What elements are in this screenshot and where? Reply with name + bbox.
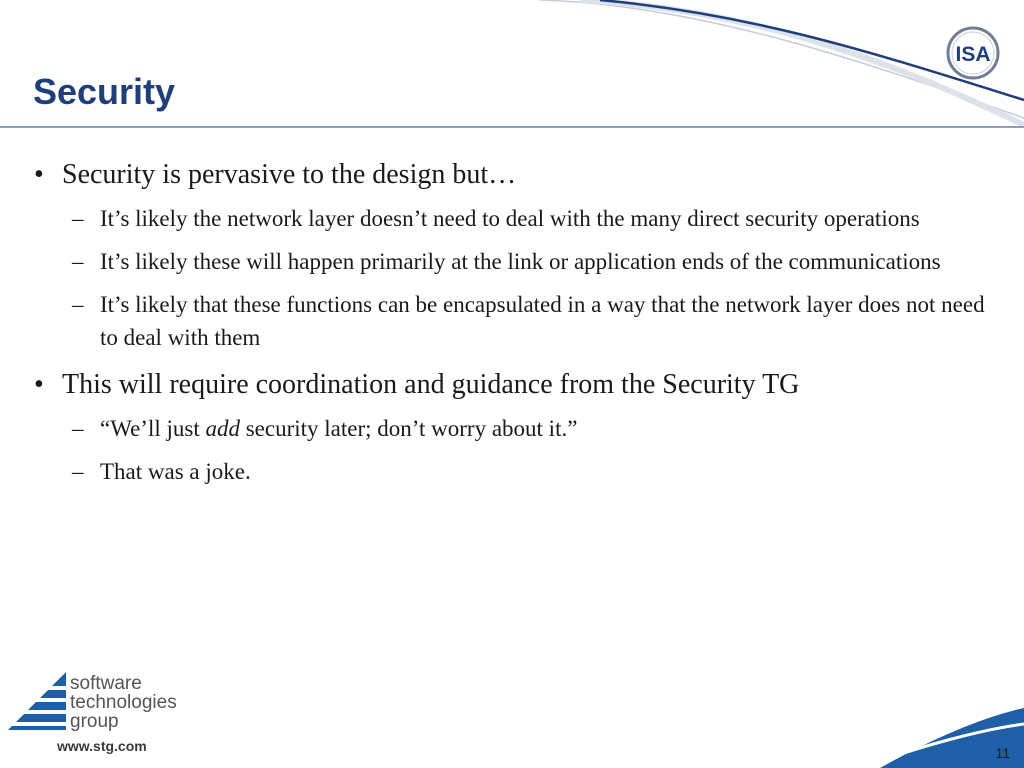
dash-mark: – (72, 249, 84, 274)
sub-bullet-item (30, 455, 1005, 488)
bullet-mark: • (34, 159, 44, 190)
sub-bullet-item (30, 245, 1005, 278)
slide-body (30, 150, 1005, 502)
sub-bullet-text: It’s likely the network layer doesn’t need to deal with the many direct security operations (100, 206, 920, 231)
dash-mark: – (72, 459, 84, 484)
sub-bullet-text: That was a joke. (100, 459, 251, 484)
quote-emphasis: add (205, 416, 240, 441)
stg-logo-line3: group (70, 711, 119, 732)
isa-logo-text: ISA (955, 43, 991, 66)
sub-bullet-item (30, 288, 1005, 354)
dash-mark: – (72, 292, 84, 317)
quote-text (100, 412, 577, 445)
sub-bullet-item (30, 202, 1005, 235)
sub-bullet-text: It’s likely these will happen primarily at the link or application ends of the communications (100, 249, 941, 274)
title-divider (0, 126, 1024, 128)
stg-logo-line1: software (70, 673, 142, 694)
bullet-text: This will require coordination and guidance from the Security TG (62, 369, 800, 400)
stg-logo-line2: technologies (70, 692, 177, 713)
bullet-mark: • (34, 369, 44, 400)
isa-logo (944, 24, 1006, 82)
stg-url: www.stg.com (57, 738, 147, 754)
bullet-text: Security is pervasive to the design but… (62, 159, 517, 190)
quote-after: security later; don’t worry about it.” (239, 416, 578, 441)
dash-mark: – (72, 206, 84, 231)
sub-bullet-text: It’s likely that these functions can be encapsulated in a way that the network layer does not need to deal with them (100, 292, 985, 350)
stg-logo (8, 672, 198, 734)
bullet-item (30, 368, 1005, 402)
sub-bullet-item (30, 412, 1005, 445)
dash-mark: – (72, 416, 84, 441)
slide-title: Security (33, 71, 176, 112)
bullet-item (30, 158, 1005, 192)
quote-before: “We’ll just (100, 416, 206, 441)
page-number: 11 (995, 745, 1010, 761)
